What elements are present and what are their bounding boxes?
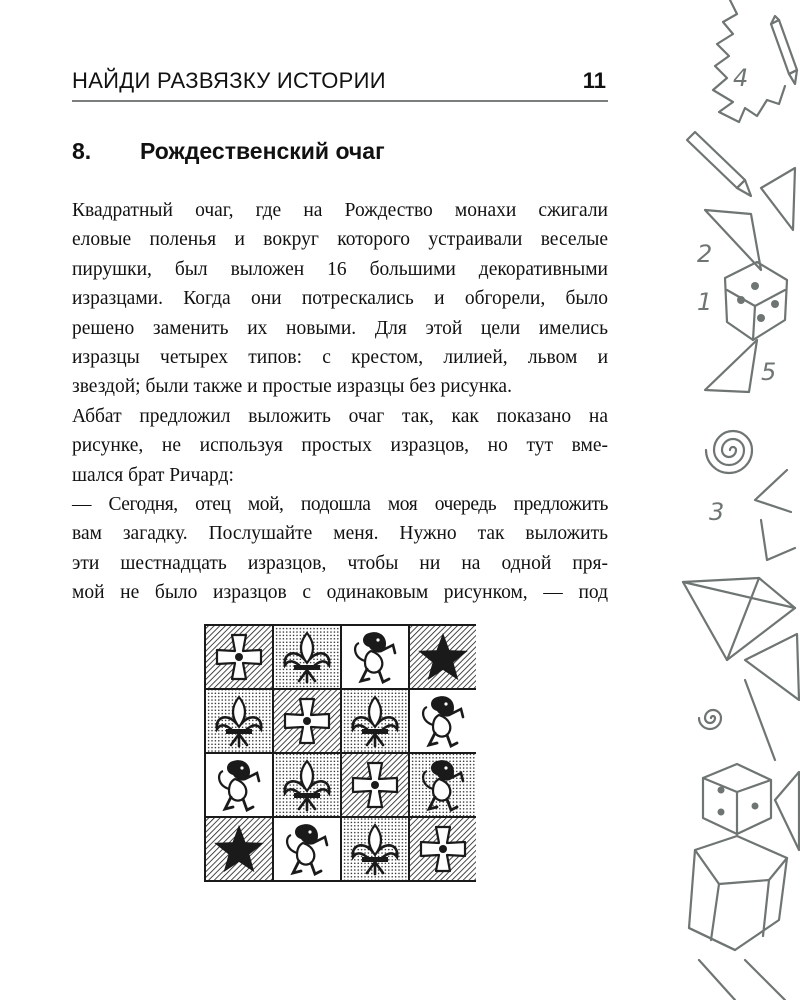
match-doodle — [745, 680, 775, 760]
section-number: 8. — [72, 138, 92, 164]
angle-doodle — [699, 960, 785, 1000]
text-line: еловые поленья и вокруг которого устраивали веселые — [72, 229, 608, 251]
tile-cross — [410, 818, 476, 880]
pencil-doodle — [771, 16, 797, 84]
text-line: рисунке, не используя простых изразцов, но тут вме- — [72, 435, 608, 457]
triangle-doodle — [745, 634, 799, 700]
section-heading — [72, 138, 612, 165]
triangle-doodle — [705, 210, 761, 270]
paragraph — [72, 490, 608, 608]
geometry-doodle-border — [675, 0, 800, 1000]
text-line: эти шестнадцать изразцов, чтобы ни на одной пря- — [72, 552, 608, 574]
text-line: изразцами. Когда они потрескались и обгорели, было — [72, 288, 608, 310]
tile-grid-figure — [204, 624, 476, 882]
tile-cross — [206, 626, 272, 688]
tile-lion — [206, 754, 272, 816]
paragraph — [72, 402, 608, 490]
digit-doodle: 5 — [761, 358, 777, 386]
triangle-doodle — [705, 340, 757, 392]
digit-doodle: 2 — [697, 240, 713, 268]
text-line: Аббат предложил выложить очаг так, как показано на — [72, 405, 608, 427]
tile-grid — [204, 624, 476, 882]
text-line: изразцы четырех типов: с крестом, лилией, львом и — [72, 347, 608, 369]
text-line: решено заменить их новыми. Для этой цели имелись — [72, 317, 608, 339]
text-line: вам загадку. Послушайте меня. Нужно так выложить — [72, 523, 608, 545]
pencil-doodle — [687, 132, 751, 196]
text-line: — Сегодня, отец мой, подошла моя очередь предложить — [72, 494, 608, 516]
triangle-doodle — [761, 168, 795, 230]
angle-doodle — [755, 470, 791, 512]
tile-lion — [410, 690, 476, 752]
paragraph — [72, 196, 608, 402]
tile-star — [410, 626, 476, 688]
text-line: звездой; были также и простые изразцы без рисунка. — [72, 376, 512, 398]
spiral-doodle — [706, 431, 752, 473]
text-line: шался брат Ричард: — [72, 464, 234, 486]
polyhedron-doodle — [689, 836, 787, 950]
tile-lily — [274, 626, 340, 688]
text-line: пирушки, был выложен 16 большими декоративными — [72, 258, 608, 280]
tile-cross — [342, 754, 408, 816]
running-header-title: НАЙДИ РАЗВЯЗКУ ИСТОРИИ — [72, 68, 386, 93]
tile-lion — [410, 754, 476, 816]
tile-lily — [274, 754, 340, 816]
text-line: Квадратный очаг, где на Рождество монахи сжигали — [72, 200, 608, 221]
dice-doodle — [703, 764, 771, 834]
dice-doodle — [725, 262, 787, 340]
digit-doodle: 1 — [697, 288, 713, 316]
page-number: 11 — [582, 68, 606, 93]
triangle-doodle — [775, 772, 799, 850]
spiral-doodle — [699, 710, 721, 729]
running-header — [72, 64, 608, 102]
pyramid-doodle — [683, 578, 795, 660]
section-title: Рождественский очаг — [140, 138, 385, 164]
body-text — [72, 196, 608, 608]
digit-doodle: 3 — [709, 498, 725, 526]
tile-cross — [274, 690, 340, 752]
tile-lily — [342, 818, 408, 880]
tile-lily — [342, 690, 408, 752]
text-line: мой не было изразцов с одинаковым рисунком, — под — [72, 582, 608, 604]
angle-doodle — [761, 520, 795, 560]
digit-doodle: 4 — [733, 64, 749, 92]
tile-star — [206, 818, 272, 880]
tile-lily — [206, 690, 272, 752]
tile-lion — [274, 818, 340, 880]
tile-lion — [342, 626, 408, 688]
